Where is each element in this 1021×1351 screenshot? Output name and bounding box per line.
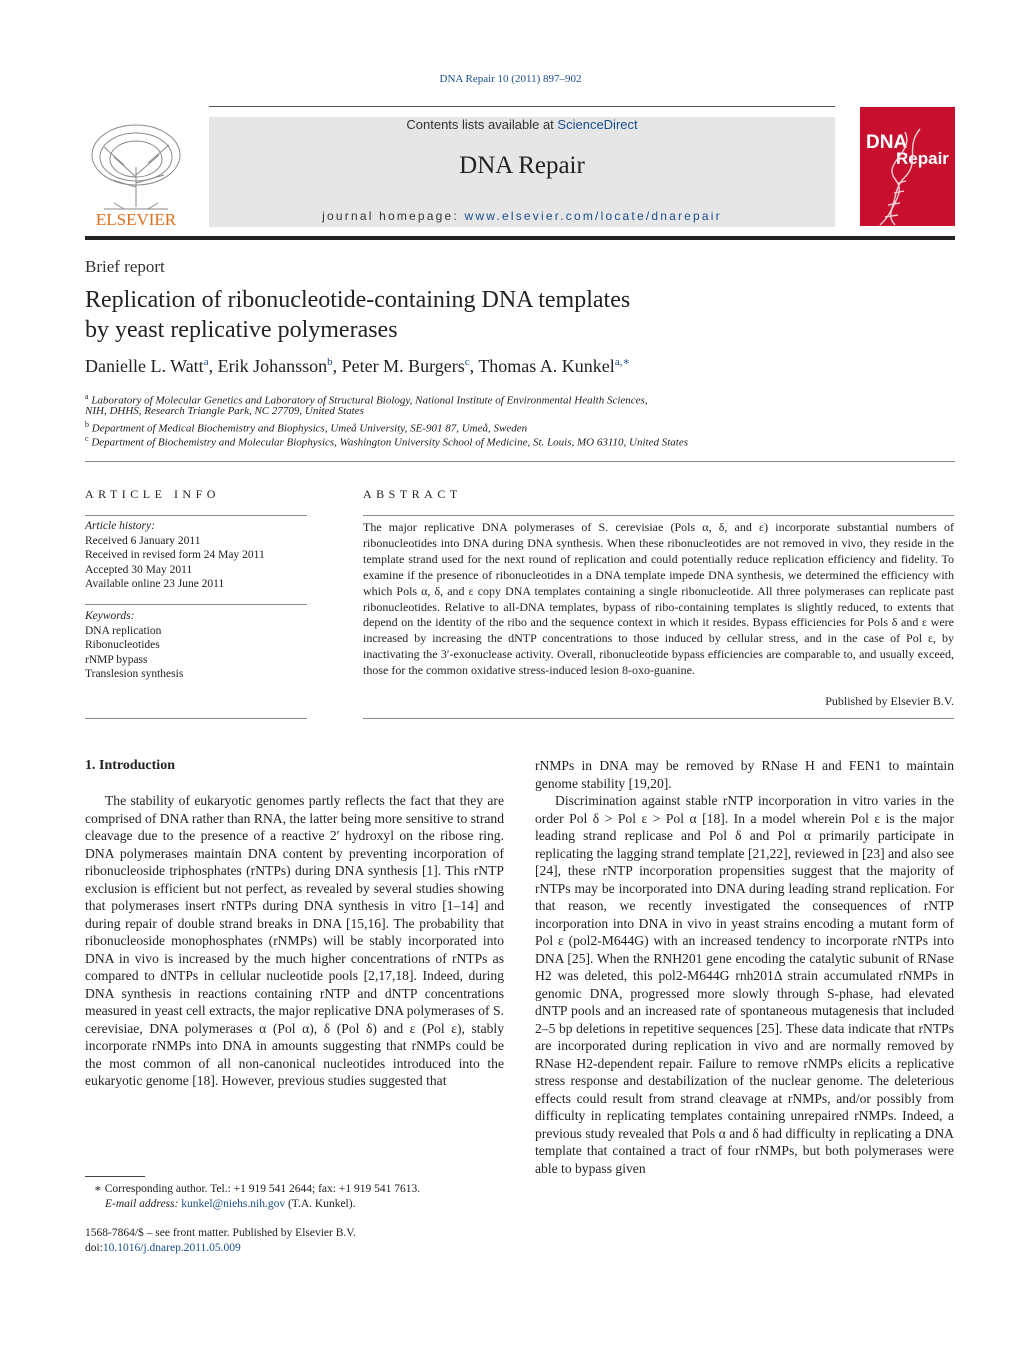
elsevier-logo <box>84 117 188 229</box>
sciencedirect-link[interactable]: ScienceDirect <box>557 117 638 132</box>
elsevier-tree-icon <box>84 117 188 229</box>
header-rule <box>209 106 835 107</box>
cover-title-dna: DNA <box>866 132 908 153</box>
header-thick-rule <box>85 236 955 240</box>
history-item: Available online 23 June 2011 <box>85 578 225 590</box>
divider <box>85 604 307 605</box>
elsevier-wordmark: ELSEVIER <box>95 210 177 229</box>
left-column <box>85 792 504 1090</box>
body-paragraph: Discrimination against stable rNTP incorporation in vitro varies in the order Pol δ > Pol ε > Pol α [18]. In a model wherein Pol ε is the major leading strand replicase and Pol δ and Pol α primarily participate in replicating the lagging strand template [21,22], reviewed in [23] and also see [24], these rNTP incorporation propensities suggest that the majority of rNTPs may be incorporated into DNA during leading strand replication. For that reason, we recently investigated the consequences of rNTP incorporation into DNA in vivo in yeast strains encoding a mutant form of Pol ε (pol2-M644G) with an increased tendency to incorporate rNTPs into DNA [25]. When the RNH201 gene encoding the catalytic subunit of RNase H2 was deleted, this pol2-M644G rnh201Δ strain accumulated rNMPs in genomic DNA, progressed more slowly through S-phase, had elevated dNTP pools and an increased rate of spontaneous mutagenesis that included 2–5 bp deletions in repetitive sequences [25]. These data indicate that rNTPs are incorporated during replication in vivo and are normally removed by RNase H2-dependent repair. Failure to remove rNMPs elicits a replicative stress response and destabilization of the nuclear genome. The deleterious effects could result from strand cleavage at rNMPs, and/or possibly from difficulty in replicating templates containing unrepaired rNMPs. Indeed, a previous study revealed that Pols α and δ had difficulty in replicating a DNA template that contained a tract of four rNMPs, but both polymerases were able to bypass given <box>535 793 954 1176</box>
doi-prefix: doi: <box>85 1242 103 1254</box>
affiliation: $^c$ Department of Biochemistry and Molecular Biophysics, Washington University School of Medicine, St. Louis, MO 63110, United States <box>85 434 688 449</box>
doi-link[interactable]: 10.1016/j.dnarep.2011.05.009 <box>102 1242 241 1254</box>
title-line-1: Replication of ribonucleotide-containing DNA templates <box>85 287 631 313</box>
journal-citation: DNA Repair 10 (2011) 897–902 <box>439 73 582 85</box>
abstract-published: Published by Elsevier B.V. <box>825 694 954 708</box>
article-type: Brief report <box>85 257 165 276</box>
keywords-label: Keywords: <box>85 610 135 622</box>
divider <box>85 718 307 719</box>
abstract-heading: ABSTRACT <box>363 487 462 501</box>
article-history <box>85 519 265 592</box>
article-info-heading: ARTICLE INFO <box>85 487 220 501</box>
history-item: Accepted 30 May 2011 <box>85 563 193 576</box>
abstract-text: The major replicative DNA polymerases of S. cerevisiae (Pols α, δ, and ε) incorporate substantial numbers of ribonucleotides into DNA during DNA synthesis. When these ribonucleotides are not removed in vivo, they reside in the template strand used for the next round of replication and could potentially reduce replication efficiency and fidelity. To examine if the presence of ribonucleotides in a DNA template impede DNA synthesis, we determined the efficiency with which Pols α, δ, and ε copy DNA templates containing a single ribonucleotide. All three polymerases can replicate past ribonucleotides. Relative to all-DNA templates, bypass of ribo-containing templates is slightly reduced, to extents that depend on the identity of the ribo and the sequence context in which it resides. Bypass efficiencies for Pols δ and ε were increased by increasing the dNTP concentrations to those induced by cellular stress, and in the case of Pol ε, by inactivating the 3′-exonuclease activity. Overall, ribonucleotide bypass efficiencies are comparable to, and usually exceed, those for the common oxidative stress-induced lesion 8-oxo-guanine. <box>363 520 954 678</box>
divider <box>363 718 954 719</box>
footnote-rule <box>85 1176 145 1177</box>
corresponding-author-note: ∗ Corresponding author. Tel.: +1 919 541 2644; fax: +1 919 541 7613. <box>94 1183 421 1195</box>
cover-title-repair: Repair <box>896 149 949 168</box>
homepage-prefix: journal homepage: <box>322 209 459 223</box>
author-name[interactable]: Thomas A. Kunkel <box>478 356 615 376</box>
email-note <box>105 1197 355 1212</box>
author-name[interactable]: Erik Johansson <box>217 356 328 376</box>
author-affil-mark[interactable]: c <box>464 356 470 368</box>
body-paragraph: The stability of eukaryotic genomes partly reflects the fact that they are comprised of DNA rather than RNA, the latter being more sensitive to strand cleavage due to the presence of a reactive 2′ hydroxyl on the ribose ring. DNA polymerases maintain DNA content by preventing incorporation of ribonucleoside triphosphates (rNTPs) during DNA synthesis [1]. This rNTP exclusion is efficient but not perfect, as revealed by several studies showing that polymerases insert rNTPs during DNA synthesis in vitro [1–14] and during repair of double strand breaks in DNA [15,16]. The probability that ribonucleoside monophosphates (rNMPs) will be stably incorporated into DNA in vivo is increased by the much higher concentrations of rNTPs as compared to dNTPs in cellular nucleotide pools [2,17,18]. Indeed, during DNA synthesis in reactions containing rNTP and dNTP concentrations measured in yeast cell extracts, the major replicative DNA polymerases of S. cerevisiae, DNA polymerases α (Pol α), δ (Pol δ) and ε (Pol ε), stably incorporate rNMPs into DNA in amounts suggesting that rNMPs could be the most common of all non-canonical nucleotides introduced into the eukaryotic genome [18]. However, previous studies suggested that <box>85 793 504 1088</box>
contents-prefix: Contents lists available at <box>406 117 554 132</box>
homepage-link[interactable]: www.elsevier.com/locate/dnarepair <box>464 209 722 223</box>
keyword-item: Translesion synthesis <box>85 668 184 680</box>
journal-name: DNA Repair <box>459 152 585 179</box>
author-affil-mark[interactable]: a <box>203 356 209 368</box>
affiliation: $^b$ Department of Medical Biochemistry and Biophysics, Umeå University, SE-901 87, Umeå, Sweden <box>85 420 528 435</box>
author-affil-mark[interactable]: b <box>327 356 333 368</box>
doi-line <box>85 1241 241 1256</box>
dna-helix-icon <box>860 107 955 226</box>
body-paragraph: rNMPs in DNA may be removed by RNase H and FEN1 to maintain genome stability [19,20]. <box>535 758 954 791</box>
title-line-2: by yeast replicative polymerases <box>85 317 398 343</box>
history-item: Received in revised form 24 May 2011 <box>85 549 265 561</box>
journal-cover <box>860 107 955 226</box>
affiliation: $^a$ Laboratory of Molecular Genetics and Laboratory of Structural Biology, National Institute of Environmental Health Sciences, <box>85 392 648 407</box>
affiliation: NIH, DHHS, Research Triangle Park, NC 27709, United States <box>85 405 364 417</box>
right-column <box>535 757 954 1177</box>
divider <box>85 461 955 462</box>
article-title <box>85 285 885 345</box>
history-item: Received 6 January 2011 <box>85 534 201 547</box>
issn-line: 1568-7864/$ – see front matter. Published by Elsevier B.V. <box>85 1227 356 1239</box>
author-name[interactable]: Danielle L. Watt <box>85 356 204 376</box>
author-name[interactable]: Peter M. Burgers <box>341 356 465 376</box>
section-heading: 1. Introduction <box>85 758 175 773</box>
keyword-item: DNA replication <box>85 624 162 637</box>
contents-line <box>209 117 835 132</box>
keyword-item: Ribonucleotides <box>85 639 160 651</box>
email-suffix: (T.A. Kunkel). <box>287 1198 356 1210</box>
author-affil-mark[interactable]: a,∗ <box>614 356 630 368</box>
keyword-item: rNMP bypass <box>85 653 148 666</box>
email-label: E-mail address: <box>105 1198 179 1210</box>
journal-homepage <box>209 209 835 223</box>
keywords <box>85 609 183 682</box>
history-label: Article history: <box>85 520 155 532</box>
divider <box>85 515 307 516</box>
author-list: Danielle L. Watt$^a$, Erik Johansson$^b$, Peter M. Burgers$^c$, Thomas A. Kunkel$^{a,∗}$ <box>85 356 630 376</box>
email-link[interactable]: kunkel@niehs.nih.gov <box>181 1198 286 1210</box>
divider <box>363 515 954 516</box>
